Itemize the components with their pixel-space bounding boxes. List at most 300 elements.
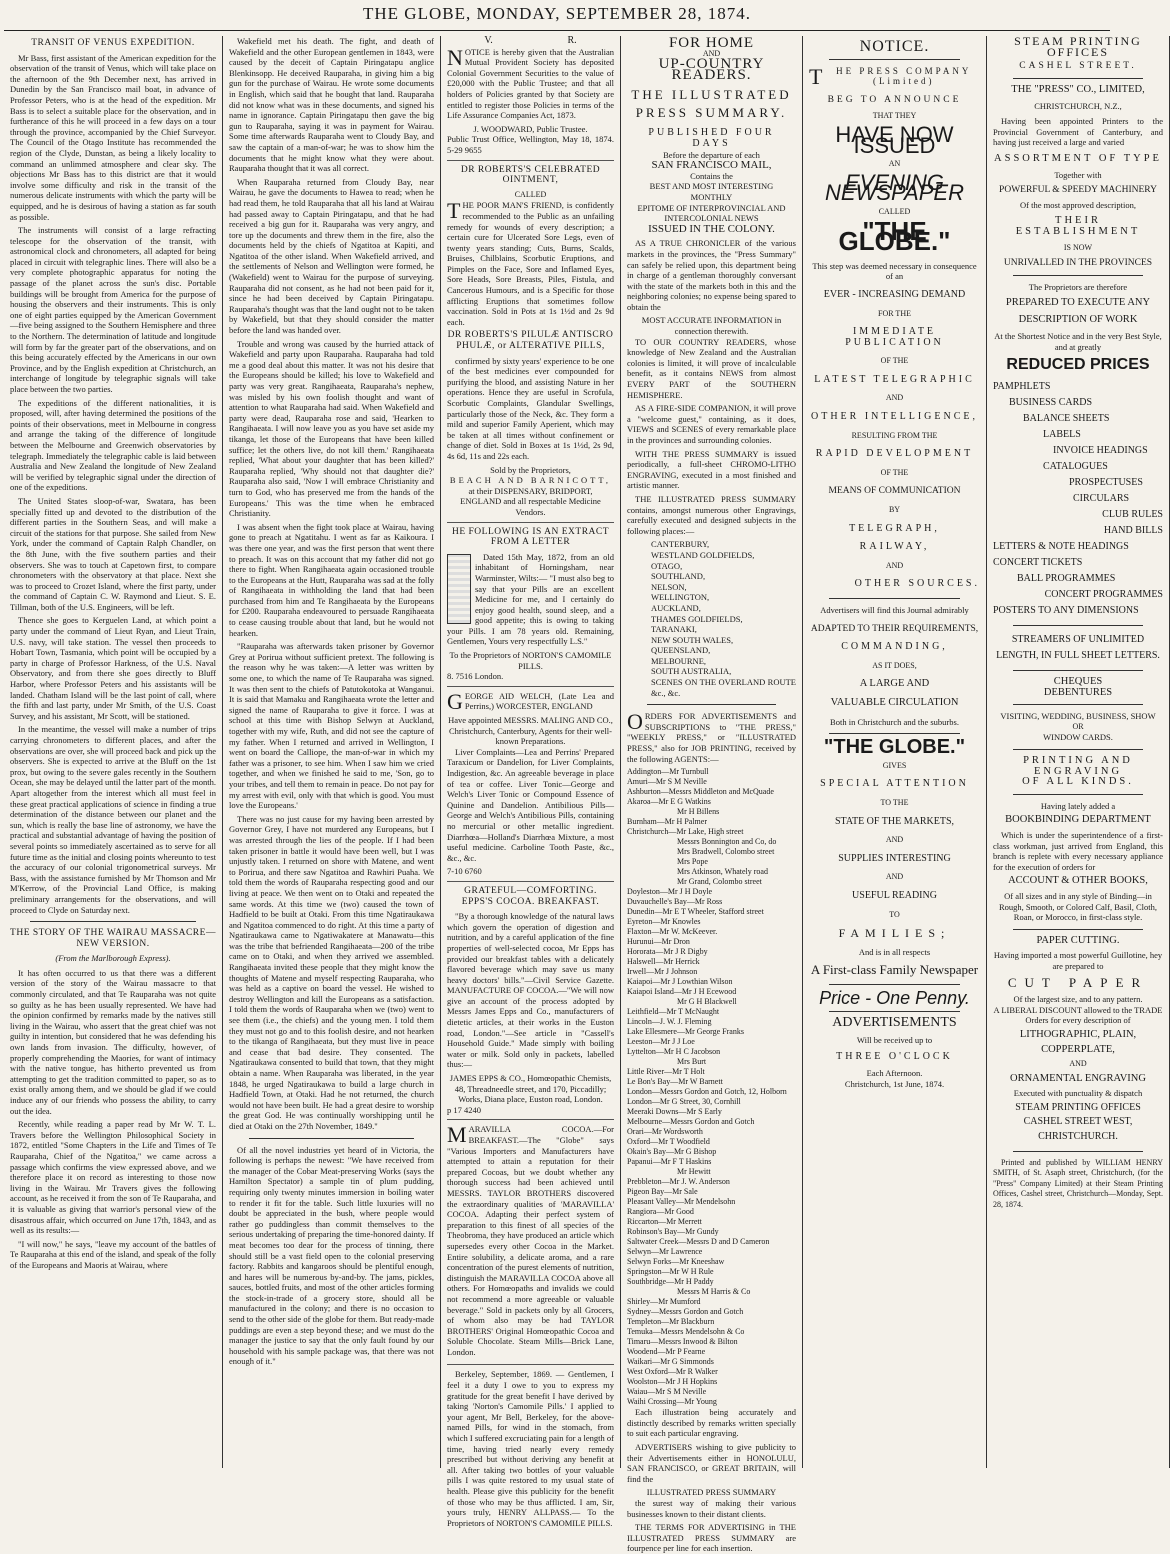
have-now-issued: HAVE NOW ISSUED	[835, 121, 954, 158]
agent-item: Halswell—Mr Herrick	[627, 957, 700, 967]
article-source: (From the Marlborough Express).	[55, 953, 171, 964]
telegraph-label: TELEGRAPH,	[849, 522, 940, 534]
commanding-label: COMMANDING,	[841, 641, 948, 653]
or-label: OR	[1072, 721, 1084, 731]
epps-body: "By a thorough knowledge of the natural laws which govern the operation of digestion and nutrition, and by a careful application of the fine properties of well-selected cocoa, Mr Epps has provided our breakfast tables with a delicately flavored beverage which may save us many heavy doctors' bills."—Civil Service Gazette. MANUFACTURE OF COCOA.—"We will now give an account of the process adopted by Messrs James Epps and Co., manufacturers of dietetic articles, at their works in the Euston road, London."—See article in "Cassell's Household Guide." Made simply with boiling water or milk. Sold only in packets, labelled thus:—	[447, 911, 614, 1070]
immediate-publication: IMMEDIATE PUBLICATION	[845, 326, 944, 348]
of-all-kinds: OF ALL KINDS.	[1022, 776, 1134, 788]
agent-item: Christchurch—Mr Lake, High street	[627, 827, 744, 837]
imprint: Printed and published by WILLIAM HENRY SMITH, of St. Asaph street, Christchurch, (for the "Press" Company Limited) at their Steam Printing Offices, Cashel street, Christchurch—Monday, Sept. 28, 1874.	[993, 1157, 1163, 1210]
prepared-to-execute: PREPARED TO EXECUTE ANY	[1005, 297, 1151, 309]
agent-item: Irwell—Mr J Johnson	[627, 967, 698, 977]
step-label: This step was deemed necessary in consequence of an	[812, 260, 977, 282]
agent-item: Lincoln—J. W. J. Fleming	[627, 1017, 712, 1027]
norton-body: Dated 15th May, 1872, from an old inhabitant of Horningsham, near Warminster, Wilts:— "I must also beg to say that your Pills are an excellent Medicine for me, and I certainly do enjoy good health, sound sleep, and a good appetite; this is owing to taking your Pills. I am 78 years old. Remaining, Gentlemen, Yours very respectfully L.S."	[447, 551, 614, 647]
agent-item: Addington—Mr Turnbull	[627, 767, 709, 777]
divider	[829, 1011, 960, 1012]
maravilla-ad	[447, 1124, 614, 1365]
printing-engraving: PRINTING AND ENGRAVING	[1023, 755, 1133, 777]
place-item: AUCKLAND,	[651, 602, 701, 613]
agent-item: Templeton—Mr Blackburn	[627, 1317, 715, 1327]
column-1	[4, 36, 222, 1468]
proprietors-label: Sold by the Proprietors,	[490, 464, 571, 475]
article-paragraph: Wakefield met his death. The fight, and death of Wakefield and the other European gentlemen in 1843, were caused by the deceit of Captain Piringatapu anglice Blenkinsopp. He deceived Rauparaha, in giving him a big gun for the purchase of Wairau. He wrote some documents in English, which said that he bought that land. Rauparaha did not know what was in these documents, and signed his name in ignorance. Captain Piringatapu then gave the big gun to Rauparaha, saying it was in payment for Wairau. Some time afterwards Rauparaha went to Cloudy Bay, and saw the captain of a man-of-war; he was to show him the documents that he might know what they were about. Rauparaha thought that it was all correct.	[229, 36, 434, 174]
an-label: AN	[888, 159, 901, 169]
divider	[30, 921, 196, 922]
print-item: CIRCULARS	[1073, 493, 1130, 505]
agent-item: Papanui—Mr F T Haskins	[627, 1157, 712, 1167]
dispensary: at their DISPENSARY, BRIDPORT, ENGLAND and all respectable Medicine Vendors.	[460, 485, 601, 517]
article-paragraph: Thence she goes to Kerguelen Land, at which point a party under the command of Lieut Ryan, and Lieut Train, U.S. navy, will take station. The vessel then proceeds to Hobart Town, Tasmania, which point will be occupied by a party in charge of Professor Harkness, of the U.S. Naval Observatory, and from there she goes directly to Bluff Harbor, where Professor Peters and his assistants will be landed. Chatham Island will be the last point of call, where the fifth and last party, under Mr Smith, of the U.S. Coast Survey, and his assistant, Mr Scott, will be stationed.	[10, 615, 216, 721]
pilulae-heading: DR ROBERTS'S PILULÆ ANTISCRO PHULÆ, or ALTERATIVE PILLS,	[447, 330, 614, 352]
print-item: LABELS	[1043, 429, 1081, 441]
called-label: CALLED	[878, 206, 911, 216]
article-paragraph: When Rauparaha returned from Cloudy Bay, near Wairau, he gave the documents to Hawea to read; when he had read them, he told Rauparaha that all his land at Wairau had passed away to Captain Piringatapu, and that he had received a big gun for it. Rauparaha was very angry, and tore up the documents and threw them in the fire, also the documents held by the chiefs of Ngatitoa at Kapiti, and Ngatitoa of the other island. When Wakefield arrived, and the settlements of Nelson and Wellington were formed, he (Wakefield) went to Wairau for the purpose of surveying. Rauparaha did not consent, as he had not been paid for it, since he had been deceived by Captain Piringatapu. Rauparaha's thought was that the land ought not to be taken by Wakefield, but that they should consider the matter before the land was handed over.	[229, 176, 434, 336]
pills-bottle-image	[447, 554, 471, 624]
agent-item: Southbridge—Mr H Paddy	[627, 1277, 714, 1287]
epps-ad	[447, 886, 614, 1120]
railway-label: RAILWAY,	[859, 541, 930, 553]
article-paragraph: Trouble and wrong was caused by the hurried attack of Wakefield and party upon Rauparaha. Rauparaha had told me a good deal about this matter. It was not his desire that the Europeans should be killed; his love to Wakefield and party was very great. Rangihaeata, Rauparaha's nephew, was misled by his own foolish thought and want of attention to what Rauparaha had said. When Wakefield and party were dead, Rauparaha rose and said, 'Hearken to Rangihaeata. I will now leave you as you have set aside my tikanga, let those of the Europeans that have been killed suffice; let the others live, do not kill them.' Rangihaeata replied, 'What about your daughter that has been killed?' Rauparaha replied, 'Why should not that daughter die?' Rauparaha also said, 'Now I will embrace Christianity and turn to God, who has preserved me from the hands of the Europeans.' This was the time when he embraced Christianity.	[229, 338, 434, 519]
r-letter: R.	[567, 35, 577, 46]
latest-telegraphic: LATEST TELEGRAPHIC	[814, 373, 975, 385]
column-6	[986, 36, 1170, 1468]
three-oclock: THREE O'CLOCK	[836, 1050, 953, 1062]
fireside-paragraph: AS A FIRE-SIDE COMPANION, it will prove a "welcome guest," containing, as it does, VIEWS and SCENES of every remarkable place in the provinces and surrounding colonies.	[627, 403, 796, 445]
each-illustration: Each illustration being accurately and distinctly described by remarks written specially to suit each particular engraving.	[627, 1407, 796, 1439]
place-item: THAMES GOLDFIELDS,	[651, 613, 743, 624]
state-of-markets: STATE OF THE MARKETS,	[834, 815, 955, 827]
press-company-text: HE PRESS COMPANY (Limited)	[836, 65, 972, 87]
print-item: CONCERT PROGRAMMES	[1044, 589, 1163, 601]
having-paragraph: Having been appointed Printers to the Provincial Government of Canterbury, and having just received a large and varied	[993, 115, 1163, 148]
beg-label: BEG TO ANNOUNCE	[827, 94, 962, 105]
columns	[4, 34, 1170, 1554]
beach-barnicott: BEACH AND BARNICOTT,	[449, 475, 612, 486]
gives-label: GIVES	[882, 760, 907, 770]
cashel-street-west: CASHEL STREET WEST,	[1023, 1116, 1133, 1128]
article-paragraph: I was absent when the fight took place at Wairau, having gone to preach at Ngatitahu. I went as far as Kaikoura. I was there one year, and was the first person that went there to preach. It was on this account that my father did not go there to fight. When Rangihaeata again occasioned trouble to the Europeans at the Hutt, Rauparaha was sad at the folly of Rangihaeata in withholding the land that had been purchased from him and Te Rangihaeata by the Europeans for £200. Rauparaha endeavoured to persuade Rangihaeata to cease causing trouble about that land, but he would not hearken.	[229, 521, 434, 638]
globe-title-2: "THE GLOBE."	[823, 736, 966, 759]
print-item: BUSINESS CARDS	[1009, 397, 1093, 409]
agent-item: Springston—Mr W H Rule	[627, 1267, 714, 1277]
place-item: NELSON,	[651, 581, 687, 592]
agent-item: Shirley—Mr Mumford	[627, 1297, 701, 1307]
means-of-communication: MEANS OF COMMUNICATION	[828, 486, 961, 497]
article-paragraph: In the meantime, the vessel will make a number of trips carrying chronometers to different places, and after the observations are over, she will proceed back and pick up the observers. She is expected to arrive at the Bluff on the 1st prox, but owing to the severe gales recently in the Southern Ocean, she may be delayed until the latter part of the month. Apart altogether from the interest which all must feel in these great practical applications of science in finding a true determination of the distance between our planet and the sun, which is really the base line of astronomy, we have the practical and substantial advantage of having the position of several points so immediately ascertained as to serve for all future time as the initial and closing points whereunto to test the accuracy of our colonial trigonometrical surveys. Mr Bass, with the assistance furnished by Mr Thomson and Mr M'Kerrow, of the Provincial Land Office, is making preliminary arrangements for the observations, and will proceed to Clyde on Saturday next.	[10, 724, 216, 915]
first-class-newspaper: A First-class Family Newspaper	[810, 962, 979, 978]
divider	[1013, 794, 1143, 795]
agent-item: Mr Grand, Colombo street	[677, 877, 762, 887]
print-item: HAND BILLS	[1103, 525, 1163, 537]
issued-label: ISSUED IN THE COLONY.	[648, 222, 775, 235]
respects-label: And is in all respects	[858, 946, 931, 957]
and-label: AND	[885, 393, 904, 403]
masthead: THE GLOBE, MONDAY, SEPTEMBER 28, 1874.	[363, 4, 751, 23]
both-label: Both in Christchurch and the suburbs.	[830, 716, 959, 727]
berkeley-testimonial: Berkeley, September, 1869. — Gentlemen, I feel it a duty I owe to you to express my gratitude for the great benefit I have derived by taking 'Norton's Camomile Pills.' I applied to your agent, Mr Bell, Berkeley, for the above-named Pills, for wind in the stomach, from which I suffered excruciating pain for a length of time, having tried nearly every remedy prescribed but without deriving any benefit at all. After taking two bottles of your valuable pills I was quite restored to my usual state of health. Please give this publicity for the benefit of those who may be thus afflicted. I am, Sir, yours truly, HENRY ALLPASS.— To the Proprietors of NORTON'S CAMOMILE PILLS.	[447, 1369, 614, 1528]
orders-label: Orders for every description of	[1025, 1015, 1131, 1026]
families-label: FAMILIES;	[838, 926, 951, 941]
agent-item: Robinson's Bay—Mr Gundy	[627, 1227, 719, 1237]
divider	[829, 598, 960, 599]
agent-item: London—Mr G Street, 30, Cornhill	[627, 1097, 741, 1107]
dropcap-o: O	[627, 709, 643, 735]
steam-printing-2: STEAM PRINTING OFFICES	[1015, 1101, 1141, 1113]
print-item: INVOICE HEADINGS	[1053, 445, 1148, 457]
agent-item: Oxford—Mr T Woodfield	[627, 1137, 710, 1147]
column-2	[222, 36, 440, 1468]
paper-cutting: PAPER CUTTING.	[1036, 934, 1120, 946]
window-cards: WINDOW CARDS.	[1043, 732, 1113, 743]
masthead-rule	[4, 30, 1110, 31]
bookbinding-department: BOOKBINDING DEPARTMENT	[1005, 814, 1151, 826]
executed-label: Executed with punctuality & dispatch	[1013, 1088, 1143, 1099]
orders-paragraph: RDERS FOR ADVERTISEMENTS and SUBSCRIPTIONS to "THE PRESS," "WEEKLY PRESS," or "ILLUSTRATED PRESS," also for JOB PRINTING, received by the following AGENTS:—	[627, 711, 796, 764]
agent-item: Leithfield—Mr T McNaught	[627, 1007, 720, 1017]
agent-item: Eyreton—Mr Knowles	[627, 917, 701, 927]
agent-item: West Oxford—Mr R Walker	[627, 1367, 718, 1377]
article-heading: THE STORY OF THE WAIRAU MASSACRE—NEW VERSION.	[10, 928, 216, 949]
article-paragraph: It has often occurred to us that there was a different version of the story of the Wairau massacre to that commonly circulated, and that Te Rauparaha was not quite so guilty as he has been usually represented. We have had the opinion confirmed by remarks made by the natives still living in the Wairau, who assert that the great chief was not guilty in intention, but considered that he was defending his own lands from invasion. The difficulty, however, of properly comprehending the Maories, for want of intimacy with the native tongue, has hitherto prevented us from attempting to get the tradition committed to paper, so as to exist orally among them, and we should be glad if we could induce any of our friends who possess the ability, to carry out the idea.	[10, 967, 216, 1116]
rapid-development: RAPID DEVELOPMENT	[815, 448, 974, 460]
agent-item: Duvauchelle's Bay—Mr Ross	[627, 897, 723, 907]
notice-heading: NOTICE.	[859, 38, 930, 55]
place-item: WELLINGTON,	[651, 592, 710, 603]
agent-item: Kaiapoi—Mr J Lowthian Wilson	[627, 977, 733, 987]
agent-item: Messrs Bonnington and Co, do	[677, 837, 777, 847]
agent-item: Pleasant Valley—Mr Mendelsohn	[627, 1197, 736, 1207]
agent-item: Ashburton—Messrs Middleton and McQuade	[627, 787, 774, 797]
divider	[1013, 275, 1143, 276]
notice-office: Public Trust Office, Wellington, May 18, 1874. 5-29 9655	[447, 134, 614, 155]
welch-ad	[447, 688, 614, 882]
guillotine-label: Having imported a most powerful Guillotine, hey are prepared to	[993, 950, 1163, 971]
agent-item: Melbourne—Messrs Gordon and Gotch	[627, 1117, 755, 1127]
print-items-list	[993, 379, 1163, 619]
agent-item: Mrs Burt	[677, 1057, 707, 1067]
place-item: MELBOURNE,	[651, 655, 707, 666]
and-label: AND	[702, 48, 721, 58]
divider	[829, 984, 960, 985]
divider	[249, 1138, 414, 1139]
christchurch-nz: CHRISTCHURCH, N.Z.,	[1034, 101, 1122, 112]
agents-list	[627, 767, 796, 1407]
roberts-ad	[447, 165, 614, 523]
welch-list: Liver Complaints—Lea and Perrins' Prepared Taraxicum or Dandelion, for Liver Complaints, Indigestion, &c. An agreeable beverage in place of tea or coffee. Liver Tonic—George and Welch's Liver Tonic or Compound Essence of Quinine and Dandelion. Antibilious Pills—George and Welch's Antibilious Pills, containing no mercurial or other metallic ingredient. Diarrhœa—Holland's Diarrhœa Mixture, a most useful medicine. Carboline Tooth Paste, &c., &c., &c.	[447, 746, 614, 863]
place-item: TARANAKI,	[651, 624, 697, 635]
afternoon-label: Each Afternoon.	[866, 1068, 923, 1079]
article-paragraph: The instruments will consist of a large refracting telescope for the observation of the transit, with astronomical clock and chronometers, all adapted for being placed in circuit with telegraphic lines. There will also be a very complete photographic apparatus for noting the passage of the planet across the sun's disc. Portable buildings will be brought from America for the purpose of housing the observers and their instruments. This is only one of eight parties equipped by the American Government—five being assigned to the Southern Hemisphere and three to the Northern. The determination of latitude and longitude will form by far the greater part of the observations, and on this being accurately effected by the Americans in our own Province, and by the English expedition at Christchurch, an interchange of longitude by telegraphic signals will take place between the two parties.	[10, 225, 216, 394]
agent-item: Mrs Bradwell, Colombo street	[677, 847, 775, 857]
print-item: PAMPHLETS	[993, 381, 1051, 393]
divider	[1013, 78, 1143, 79]
print-item: BALL PROGRAMMES	[1017, 573, 1116, 585]
most-approved: Of the most approved description,	[1020, 199, 1136, 210]
agent-item: Selwyn—Mr Lawrence	[627, 1247, 703, 1257]
agent-item: Pigeon Bay—Mr Sale	[627, 1187, 698, 1197]
agent-item: Woodend—Mr P Fearne	[627, 1347, 706, 1357]
roberts-called: CALLED	[514, 189, 547, 199]
roberts-heading: DR ROBERTS'S CELEBRATED OINTMENT,	[460, 164, 601, 186]
print-item: LETTERS & NOTE HEADINGS	[993, 541, 1129, 553]
print-item: POSTERS TO ANY DIMENSIONS	[993, 605, 1139, 617]
print-item: PROSPECTUSES	[1069, 477, 1143, 489]
places-list	[627, 539, 796, 698]
article-paragraph: Recently, while reading a paper read by Mr W. T. L. Travers before the Wellington Philosophical Society in 1872, entitled "Some Chapters in the Life and Times of Te Rauparaha, Chief of the Ngatitoa," we came across a passage which confirms the view expressed above, and we therefore place it on record as interesting to those now living in the Wairau. Mr Travers gives the following account, as he received it from the son of Te Rauparaha, and it is valuable as giving that warrior's personal view of the disastrous affair, which occurred on June 17th, 1843, and as well as its results:—	[10, 1119, 216, 1236]
cheques: CHEQUES	[1053, 676, 1103, 688]
notice-signature: J. WOODWARD, Public Trustee.	[473, 123, 588, 134]
agent-item: Lyttelton—Mr H C Jacobson	[627, 1047, 721, 1057]
agent-item: Waihi Crossing—Mr Young	[627, 1397, 717, 1407]
to-the: TO THE	[880, 797, 909, 807]
agent-item: Doyleston—Mr J H Doyle	[627, 887, 713, 897]
dropcap-m: M	[447, 1122, 467, 1148]
reduced-prices: REDUCED PRICES	[1006, 356, 1150, 374]
is-now: IS NOW	[1063, 243, 1093, 253]
norton-ad	[447, 527, 614, 687]
by-label: BY	[888, 505, 901, 515]
column-3	[440, 35, 620, 1528]
agent-item: Akaroa—Mr E G Watkins	[627, 797, 711, 807]
epps-signature: JAMES EPPS & CO., Homœopathic Chemists, 48, Threadneedle street, and 170, Piccadilly; Works, Diana place, Euston road, London.	[449, 1073, 612, 1105]
press-co: THE "PRESS" CO., LIMITED,	[1011, 83, 1145, 95]
agent-item: Dunedin—Mr E T Wheeler, Stafford street	[627, 907, 764, 917]
norton-heading: HE FOLLOWING IS AN EXTRACT FROM A LETTER	[451, 526, 610, 548]
of-the-2: OF THE	[880, 467, 909, 477]
pilulae-body: confirmed by sixty years' experience to be one of the best medicines ever compounded for purifying the blood, and assisting Nature in her operations. Hence they are useful in Scrofula, Scorbutic Complaints, Glandular Swellings, particularly those of the Neck, &c. They form a mild and superior Family Aperient, which may be taken at all times without confinement or change of diet. Sold in Boxes at 1s 1½d, 2s 9d, 4s 6d, 11s and 22s each.	[447, 355, 614, 461]
up-country-heading: UP-COUNTRY READERS.	[658, 56, 765, 83]
lately-added: Having lately added a	[1040, 800, 1116, 811]
price-label: Price - One Penny.	[819, 987, 970, 1008]
welch-heading: EORGE AID WELCH, (Late Lea and Perrins,) WORCESTER, ENGLAND	[464, 690, 614, 712]
notice-body: OTICE is hereby given that the Australian Mutual Provident Society has deposited Colonial Government Securities to the value of £20,000 with the Public Trustee; and that all holders of Policies granted by that Society are entitled to register those Policies in terms of the Life Assurance Companies Act, 1873.	[447, 46, 614, 121]
large-and: A LARGE AND	[859, 678, 930, 690]
vr-heading	[447, 36, 614, 47]
agent-item: Sydney—Messrs Gordon and Gotch	[627, 1307, 744, 1317]
advertisements-heading: ADVERTISEMENTS	[832, 1015, 957, 1031]
article-paragraph: The expeditions of the different nationalities, it is proposed, will, after having determined the positions of the points of their observations, meet in Melbourne in congress and arrange the taking of the difference of longitude between the Melbourne and Greenwich observatories by telegraph. Immediately the telegraphic cable is laid between Australia and New Zealand the longitude of New Zealand will be verified by telegraphic signal under the direction of one of the expeditions.	[10, 397, 216, 493]
agent-item: Messrs M Harris & Co	[677, 1287, 751, 1297]
assortment-of-type: ASSORTMENT OF TYPE	[994, 152, 1162, 164]
article-paragraph: "Rauparaha was afterwards taken prisoner by Governor Grey at Porirua without sufficient pretext. The following is the reason why he was taken:—A letter was written by some one, to which the name of Te Rauparaha was signed. It was then sent to the chiefs of Patutokotoka at Wanganui. It is said that Mamaku and Rangihaeata wrote the letter and signed the name of Rauparaha to give it force. I was at school at this time with Bishop Selwyn at Auckland, together with my wife, Ruth, and did not see the capture of my father. When I returned and arrived in Wellington, I went on board the Calliope, the man-of-war in which my father was a prisoner, to see him. When I saw him we cried together, and when we finished he said to me, 'Son, go to your tribes, and tell them to remain in peace. Do not pay for my arrest with evil, only with that which is good. You must love the Europeans.'	[229, 641, 434, 811]
agent-item: Temuka—Messrs Mendelsohn & Co	[627, 1327, 745, 1337]
binding-paragraph: Which is under the superintendence of a first-class workman, just arrived from England, this branch is replete with every necessary appliance for the execution of orders for	[993, 830, 1163, 872]
to-label: TO	[889, 909, 900, 919]
agent-item: Kaiapoi Island—Mr J H Ecewood	[627, 987, 737, 997]
best-label: BEST AND MOST INTERESTING	[649, 181, 774, 192]
powerful-machinery: POWERFUL & SPEEDY MACHINERY	[999, 184, 1157, 195]
agent-item: Prebbleton—Mr J. W. Anderson	[627, 1177, 730, 1187]
cut-paper: CUT PAPER	[1007, 974, 1149, 990]
that-label: THAT THEY	[872, 111, 917, 121]
epitome-label: EPITOME OF INTERPROVINCIAL AND	[637, 202, 786, 213]
ips-label: ILLUSTRATED PRESS SUMMARY	[646, 1487, 777, 1498]
ever-increasing: EVER - INCREASING DEMAND	[823, 288, 966, 300]
country-paragraph: TO OUR COUNTRY READERS, whose knowledge of New Zealand and the Australian colonies is limited, it will prove of incalculable benefit, as it contains NEWS from almost EVERY PART of the SOUTHERN HEMISPHERE.	[627, 336, 796, 400]
divider	[1013, 670, 1143, 671]
shortest-notice: At the Shortest Notice and in the very Best Style, and at greatly	[994, 331, 1162, 352]
terms-paragraph: THE TERMS FOR ADVERTISING in THE ILLUSTRATED PRESS SUMMARY are fourpence per line for each insertion.	[627, 1522, 796, 1554]
for-home-heading: FOR HOME	[668, 35, 755, 51]
agent-item: Saltwater Creek—Messrs D and D Cameron	[627, 1237, 770, 1247]
supplies-interesting: SUPPLIES INTERESTING	[838, 852, 951, 864]
and-label-2: AND	[885, 560, 904, 570]
ornamental-engraving: ORNAMENTAL ENGRAVING	[1010, 1072, 1146, 1084]
of-the: OF THE	[880, 356, 909, 366]
evening-newspaper: EVENING NEWSPAPER	[825, 169, 964, 206]
notice-ad	[447, 36, 614, 161]
epps-ref: p 17 4240	[447, 1104, 481, 1115]
globe-title: "THE GLOBE."	[838, 215, 951, 257]
print-item: CONCERT TICKETS	[993, 557, 1083, 569]
roberts-body: HE POOR MAN'S FRIEND, is confidently recommended to the Public as an unfailing remedy for wounds of every description; a certain cure for Ulcerated Sore Legs, even of twenty years standing; Cuts, Burns, Scalds, Bruises, Chilblains, Scorbutic Eruptions, and Pimples on the Face, Sore and Inflamed Eyes, Sore Heads, Sore Breasts, Piles, Fistula, and Cancerous Humours, and is a Specific for those afflicting Eruptions that sometimes follow vaccination. Sold in Pots at 1s 1½d and 2s 9d each.	[447, 200, 614, 327]
agent-item: Lake Ellesmere—Mr George Franks	[627, 1027, 744, 1037]
agent-item: Hurunui—Mr Dron	[627, 937, 690, 947]
for-the: FOR THE	[878, 308, 911, 318]
advertisers-find: Advertisers will find this Journal admirably	[820, 605, 969, 615]
and-label-4: AND	[885, 872, 904, 882]
dropcap-t: T	[809, 63, 826, 89]
intercolonial-label: INTERCOLONIAL NEWS	[664, 213, 759, 224]
agent-item: Hororata—Mr J R Digby	[627, 947, 708, 957]
v-letter: V.	[484, 35, 493, 46]
agent-item: Selwyn Forks—Mr Kneeshaw	[627, 1257, 725, 1267]
article-paragraph: "I will now," he says, "leave my account of the battles of Te Rauparaha at this end of the island, and speak of the folly of the Europeans and Maoris at Wairau, where	[10, 1238, 216, 1270]
welch-ref: 7-10 6760	[447, 866, 482, 877]
agent-item: Mrs Atkinson, Whately road	[677, 867, 768, 877]
agent-item: Mr Hewitt	[677, 1167, 711, 1177]
agent-item: Okain's Bay—Mr G Bishop	[627, 1147, 717, 1157]
divider	[829, 733, 960, 734]
welch-body: Have appointed MESSRS. MALING AND CO., Christchurch, Canterbury, Agents for their well-known Preparations.	[448, 715, 613, 747]
other-sources: OTHER SOURCES.	[854, 578, 980, 590]
agent-item: Mrs Pope	[677, 857, 708, 867]
steam-printing-heading: STEAM PRINTING OFFICES	[1014, 34, 1142, 59]
place-item: QUEENSLAND,	[651, 645, 711, 656]
together-with: Together with	[1054, 170, 1102, 181]
largest-size: Of the largest size, and to any pattern.	[1013, 994, 1143, 1005]
place-item: NEW SOUTH WALES,	[651, 634, 734, 645]
sf-mail: SAN FRANCISCO MAIL,	[651, 159, 772, 172]
agent-item: Leeston—Mr J J Loe	[627, 1037, 695, 1047]
useful-reading: USEFUL READING	[852, 889, 937, 901]
christchurch-2: CHRISTCHURCH.	[1038, 1131, 1118, 1143]
place-item: WESTLAND GOLDFIELDS,	[651, 549, 755, 560]
proprietors-therefore: The Proprietors are therefore	[1028, 281, 1128, 292]
print-item: CLUB RULES	[1102, 509, 1163, 521]
divider	[1013, 749, 1143, 750]
chromo-paragraph: WITH THE PRESS SUMMARY is issued periodically, a full-sheet CHROMO-LITHO ENGRAVING, executed in a most finished and artistic manner.	[627, 448, 796, 491]
agent-item: Woolston—Mr J H Hopkins	[627, 1377, 718, 1387]
adapted-label: ADAPTED TO THEIR REQUIREMENTS,	[810, 623, 979, 634]
place-item: CANTERBURY,	[651, 539, 710, 550]
divider	[647, 704, 776, 705]
copperplate: COPPERPLATE,	[1041, 1043, 1115, 1055]
column-4	[620, 35, 802, 1554]
agent-item: Mr G H Blackwell	[677, 997, 737, 1007]
chronicler-paragraph: AS A TRUE CHRONICLER of the various markets in the provinces, the "Press Summary" can safely be relied upon, this department being in charge of a gentleman thoroughly conversant with the state of the markets both in this and the neighboring colonies; no expense being spared to obtain the	[627, 238, 796, 312]
article-paragraph: There was no just cause for my having been arrested by Governor Grey, I have not murdered any Europeans, but I was arrested through the lies of the people. If I had been taken prisoner in battle it would have been well, but I was unjustly taken. I returned on shore with Matene, and went to Porirua, and there saw Ngatitoa and Rawhiri Puaha. We told them the words of Rauparaha respecting good and our living at peace. We then went on to Otaki and repeated the same words. At this time we (two) caused the town of Hadfield to be built at Otaki. From this time Ngatiraukawa and Ngatitoa commenced to do right. At this time a party of Ngatiraukawa came to Ngatiwakatere at Manawatu—this was the tribe that befriended Rangihaeata—200 of the tribe came on to Otaki, and when they arrived we assembled. Rangihaeata invited these people that they might know the thoughts of Matene and myself respecting Rauparaha, who was held as a captive on board the vessel. He wished to destroy Wellington and kill the Europeans as a satisfaction. I told them the words of Rauparaha when we (two) went to see them (i.e., the chiefs) and the young men. I told them they must not go and to this foolish desire, and not hearken to the tikanga of Rangihaeata, but they must live in peace and cease that bad desire. They consented. The Ngatiraukawa consented to build that town, that they might obtain a name. When Rauparaha was liberated, in the year 1848, he urged Ngatiraukawa to build a large church in Hadfield Town, at Otaki. Had he not returned, the church would not have been built. He had a great desire to worship the great God. He was continually worshipping until he died at Otaki on the 27th November, 1849."	[229, 813, 434, 1131]
monthly-label: MONTHLY	[690, 191, 733, 202]
agent-item: Waikari—Mr G Simmonds	[627, 1357, 714, 1367]
agent-item: Rangiora—Mr Good	[627, 1207, 694, 1217]
dropcap-g: G	[447, 688, 463, 714]
unrivalled: UNRIVALLED IN THE PROVINCES	[1003, 257, 1153, 268]
account-books: ACCOUNT & OTHER BOOKS,	[1008, 875, 1148, 887]
agent-item: Orari—Mr Wordsworth	[627, 1127, 703, 1137]
illustrated-press-title: THE ILLUSTRATED PRESS SUMMARY.	[631, 87, 792, 121]
divider	[1013, 625, 1143, 626]
epps-heading: GRATEFUL—COMFORTING. EPPS'S COCOA. BREAKFAST.	[461, 885, 600, 907]
agent-item: Little River—Mr T Holt	[627, 1067, 705, 1077]
article-heading: TRANSIT OF VENUS EXPEDITION.	[31, 38, 195, 48]
article-paragraph: Of all the novel industries yet heard of in Victoria, the following is perhaps the newest: "We have received from the manager of the Cobar Meat-preserving Works (says the Hamilton Spectator) a sample tin of plum pudding, requiring only twenty minutes immersion in boiling water to render it fit for the table. Such little luxuries will no doubt be appreciated in the bush, where people would rather go puddingless than commit themselves to the serious undertaking of preparing the time-honored dainty. If meat becomes too dear for the process of tinning, there should still be a vast field open to the colonial preserving factory. Rabbits and kangaroos should be plentiful enough, and hares will be numerous by-and-by. The jams, pickles, sauces, bottled fruits, and most of the other articles forming the stock-in-trade of a grocery store, should all be manufactured in the colony; and there is no occasion to send to the other side of the globe for them. But ready-made puddings are even a step beyond these; and we must do the manager the justice to say that the only fault found by our household with his sample package was, that there was not enough of it."	[229, 1144, 434, 1367]
article-paragraph: Mr Bass, first assistant of the American expedition for the observation of the transit of Venus, which will take place on the afternoon of the 9th December next, has arrived in Dunedin by the San Francisco mail boat, in advance of Professor Peters, who is at the head of the expedition. Mr Bass is to select a suitable place for the observation, and in furtherance of this he will proceed in a few days on a tour through the province, accompanied by the Chief Surveyor. The Council of the Otago Institute has recommended the region of the Clyde, Dunstan, as being a likely locality to command an unlimmed atmosphere and clear sky. The objections Mr Bass has to this district are that it would involve some difficulty and risk in the transit of the numerous delicate instruments with which the party will be equipped, and he is desirous of having a station as far south as possible.	[10, 52, 216, 222]
debentures: DEBENTURES	[1043, 686, 1113, 698]
valuable-circulation: VALUABLE CIRCULATION	[830, 696, 959, 708]
agent-item: Waiau—Mr S M Neville	[627, 1387, 707, 1397]
place-item: SOUTHLAND,	[651, 571, 706, 582]
article-paragraph: The United States sloop-of-war, Swatara, has been specially fitted up and devoted to the distribution of the different parties in the Southern Seas, and will make a circuit of the stations for that purpose. She sailed from New York, under the command of Captain Ralph Chandler, on the 8th June, with the five southern parties and their observers. She was to touch at Capetown first, to compare chronometers with the observatory at that place. Next she was to proceed to Crozet Island, where the first party, under the command of Captain C. W. Raymond and Lieut. S. E. Tillman, both of the U.S. Engineers, will be left.	[10, 495, 216, 612]
cashel-street: CASHEL STREET.	[1019, 61, 1137, 72]
place-item: OTAGO,	[651, 560, 683, 571]
place-item: SOUTH AUSTRALIA,	[651, 666, 732, 677]
and-label: AND	[1069, 1059, 1087, 1069]
agent-item: Amuri—Mr S M Neville	[627, 777, 707, 787]
press-company	[809, 63, 980, 89]
agent-item: Burnham—Mr H Palmer	[627, 817, 707, 827]
description-of-work: DESCRIPTION OF WORK	[1018, 313, 1138, 325]
maravilla-body: ARAVILLA COCOA.—For BREAKFAST.—The "Globe" says "Various Importers and Manufacturers have attempted to attain a reputation for their prepared Cocoas, but we doubt whether any thorough success had been achieved until MESSRS. TAYLOR BROTHERS discovered the extraordinary qualities of 'MARAVILLA' COCOA. Adapting their perfect system of preparation to this finest of all species of the Theobroma, they have produced an article which supersedes every other Cocoa in the Market. Entire solubility, a delicate aroma, and a rare concentration of the purest elements of nutrition, distinguish the MARAVILLA COCOA above all others. For Homœopaths and invalids we could not recommend a more agreeable or valuable beverage." Sold in packets only by all Grocers, of whom also may be had TAYLOR BROTHERS' Original Homœopathic Cocoa and Soluble Chocolate. Steam Mills—Brick Lane, London.	[447, 1124, 614, 1357]
place-item: SCENES ON THE OVERLAND ROUTE &c., &c.	[651, 677, 796, 698]
contains-label: Contains the	[690, 170, 733, 181]
published-four-days: PUBLISHED FOUR DAYS	[648, 127, 775, 149]
norton-ref: 8. 7516 London.	[447, 671, 504, 682]
lithographic: LITHOGRAPHIC, PLAIN,	[1019, 1028, 1137, 1040]
their-establishment: THEIR ESTABLISHMENT	[1015, 215, 1141, 237]
and-label-3: AND	[885, 835, 904, 845]
norton-to: To the Proprietors of NORTON'S CAMOMILE PILLS.	[449, 650, 612, 671]
streamers: STREAMERS OF UNLIMITED LENGTH, IN FULL SHEET LETTERS.	[996, 634, 1160, 662]
agent-item: Le Bon's Bay—Mr W Barnett	[627, 1077, 723, 1087]
most-accurate: MOST ACCURATE INFORMATION in connection therewith.	[641, 315, 782, 337]
divider	[1013, 704, 1143, 705]
contains2-paragraph: THE ILLUSTRATED PRESS SUMMARY contains, amongst numerous other Engravings, carefully executed and designed subjects in the following places:—	[627, 493, 796, 536]
special-attention: SPECIAL ATTENTION	[820, 778, 969, 790]
sizes-paragraph: Of all sizes and in any style of Binding—in Rough, Smooth, or Colored Calf, Basil, Cloth, Roan, or Morocco, in first-class style.	[999, 890, 1157, 923]
agent-item: Flaxton—Mr W. McKeever.	[627, 927, 718, 937]
agent-item: London—Messrs Gordon and Gotch, 12, Holborn	[627, 1087, 787, 1097]
visiting-cards: VISITING, WEDDING, BUSINESS, SHOW	[1000, 711, 1156, 722]
advertisers-paragraph: ADVERTISERS wishing to give publicity to their Advertisements either in HONOLULU, SAN FRANCISCO, or GREAT BRITAIN, will find the	[627, 1442, 796, 1484]
divider	[1013, 1151, 1143, 1152]
before-label: Before the departure of each	[663, 149, 760, 160]
received-label: Will be received up to	[856, 1035, 933, 1046]
dropcap-t: T	[447, 198, 461, 224]
divider	[829, 59, 960, 60]
agent-item: Timaru—Messrs Inwood & Bilton	[627, 1337, 738, 1347]
liberal-discount: A LIBERAL DISCOUNT allowed to the TRADE	[993, 1004, 1163, 1015]
as-it-does: AS IT DOES,	[872, 660, 917, 670]
print-item: BALANCE SHEETS	[1023, 413, 1110, 425]
dropcap-n: N	[447, 44, 463, 70]
agent-item: Riccarton—Mr Merrett	[627, 1217, 702, 1227]
agent-item: Meeraki Downs—Mr S Early	[627, 1107, 722, 1117]
agent-item: Mr H Billens	[677, 807, 720, 817]
surest-paragraph: the surest way of making their various businesses known to their distant clients.	[627, 1497, 796, 1519]
issue-date: Christchurch, 1st June, 1874.	[844, 1078, 945, 1089]
